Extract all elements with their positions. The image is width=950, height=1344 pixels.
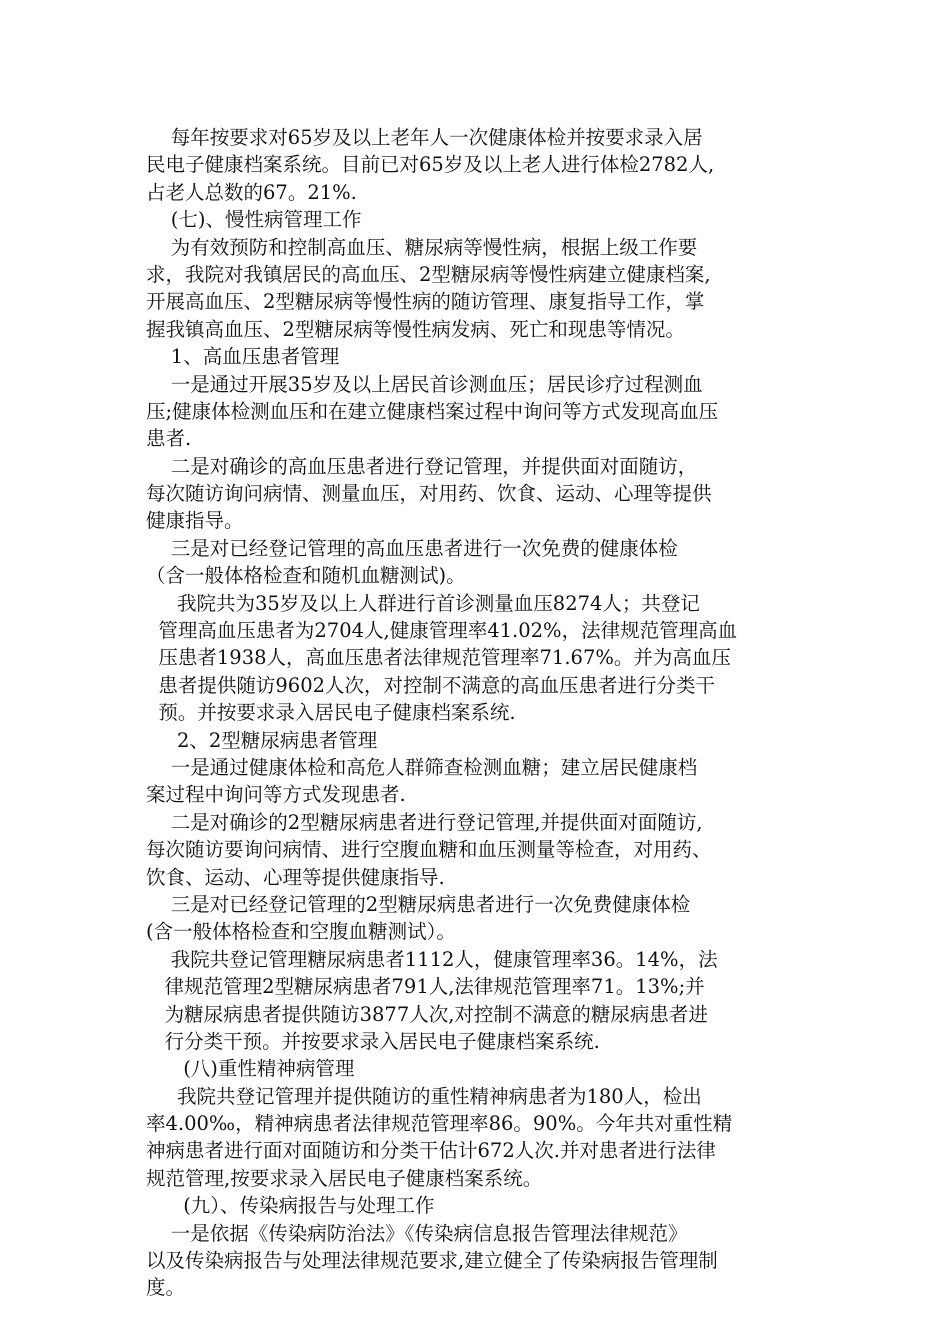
text-line: (九）、传染病报告与处理工作 <box>146 1194 435 1218</box>
text-line: 求，我院对我镇居民的高血压、2型糖尿病等慢性病建立健康档案, <box>146 262 711 286</box>
text-line: 预。并按要求录入居民电子健康档案系统. <box>146 701 516 725</box>
text-line: 率4.00‰，精神病患者法律规范管理率86。90%。今年共对重性精 <box>146 1112 733 1136</box>
text-line: 二是对确诊的2型糖尿病患者进行登记管理,并提供面对面随访, <box>146 810 703 834</box>
text-line: 患者. <box>146 427 192 451</box>
text-line: 一是通过健康体检和高危人群筛查检测血糖；建立居民健康档 <box>146 755 698 779</box>
text-line: 饮食、运动、心理等提供健康指导. <box>146 865 445 889</box>
text-line: 律规范管理2型糖尿病患者791人,法律规范管理率71。13%;并 <box>146 975 705 999</box>
text-line: 占老人总数的67。21%. <box>146 180 357 204</box>
text-line: 度。 <box>146 1276 186 1300</box>
text-line: 一是依据《传染病防治法》《传染病信息报告管理法律规范》 <box>146 1221 688 1245</box>
text-line: 一是通过开展35岁及以上居民首诊测血压；居民诊疗过程测血 <box>146 372 703 396</box>
text-line: 为糖尿病患者提供随访3877人次,对控制不满意的糖尿病患者进 <box>146 1002 708 1026</box>
text-line: 以及传染病报告与处理法律规范要求,建立健全了传染病报告管理制 <box>146 1249 718 1273</box>
text-line: 每次随访询问病情、测量血压，对用药、饮食、运动、心理等提供 <box>146 482 712 506</box>
text-line: 三是对已经登记管理的高血压患者进行一次免费的健康体检 <box>146 536 678 560</box>
text-line: 神病患者进行面对面随访和分类干估计672人次.并对患者进行法律 <box>146 1139 716 1163</box>
text-line: 1、高血压患者管理 <box>146 345 340 369</box>
text-line: (七)、慢性病管理工作 <box>146 208 362 232</box>
text-line: （含一般体格检查和随机血糖测试)。 <box>146 564 466 588</box>
text-line: 三是对已经登记管理的2型糖尿病患者进行一次免费健康体检 <box>146 892 691 916</box>
text-line: (含一般体格检查和空腹血糖测试）。 <box>146 920 456 944</box>
text-line: 规范管理,按要求录入居民电子健康档案系统。 <box>146 1166 543 1190</box>
text-line: 压;健康体检测血压和在建立健康档案过程中询问等方式发现高血压 <box>146 399 719 423</box>
text-line: 我院共登记管理糖尿病患者1112人，健康管理率36。14%，法 <box>146 947 718 971</box>
text-line: 民电子健康档案系统。目前已对65岁及以上老人进行体检2782人, <box>146 153 715 177</box>
text-line: 每年按要求对65岁及以上老年人一次健康体检并按要求录入居 <box>146 126 703 149</box>
text-line: 患者提供随访9602人次，对控制不满意的高血压患者进行分类干 <box>146 673 716 697</box>
text-line: 每次随访要询问病情、进行空腹血糖和血压测量等检查，对用药、 <box>146 838 712 862</box>
text-line: 行分类干预。并按要求录入居民电子健康档案系统. <box>146 1029 600 1053</box>
text-line: 为有效预防和控制高血压、糖尿病等慢性病，根据上级工作要 <box>146 235 698 259</box>
text-line: 管理高血压患者为2704人,健康管理率41.02%，法律规范管理高血 <box>146 619 738 643</box>
document-body <box>146 124 814 1302</box>
text-line: 我院共为35岁及以上人群进行首诊测量血压8274人；共登记 <box>146 591 700 615</box>
text-line: 压患者1938人，高血压患者法律规范管理率71.67%。并为高血压 <box>146 646 731 670</box>
text-line: 案过程中询问等方式发现患者. <box>146 783 406 807</box>
text-line: 握我镇高血压、2型糖尿病等慢性病发病、死亡和现患等情况。 <box>146 317 685 341</box>
text-line: 二是对确诊的高血压患者进行登记管理，并提供面对面随访， <box>146 454 698 478</box>
text-line: 2、2型糖尿病患者管理 <box>146 728 378 752</box>
text-line: (八)重性精神病管理 <box>146 1057 355 1081</box>
text-line: 开展高血压、2型糖尿病等慢性病的随访管理、康复指导工作，掌 <box>146 290 705 314</box>
text-line: 我院共登记管理并提供随访的重性精神病患者为180人，检出 <box>146 1084 702 1108</box>
text-line: 健康指导。 <box>146 509 244 533</box>
